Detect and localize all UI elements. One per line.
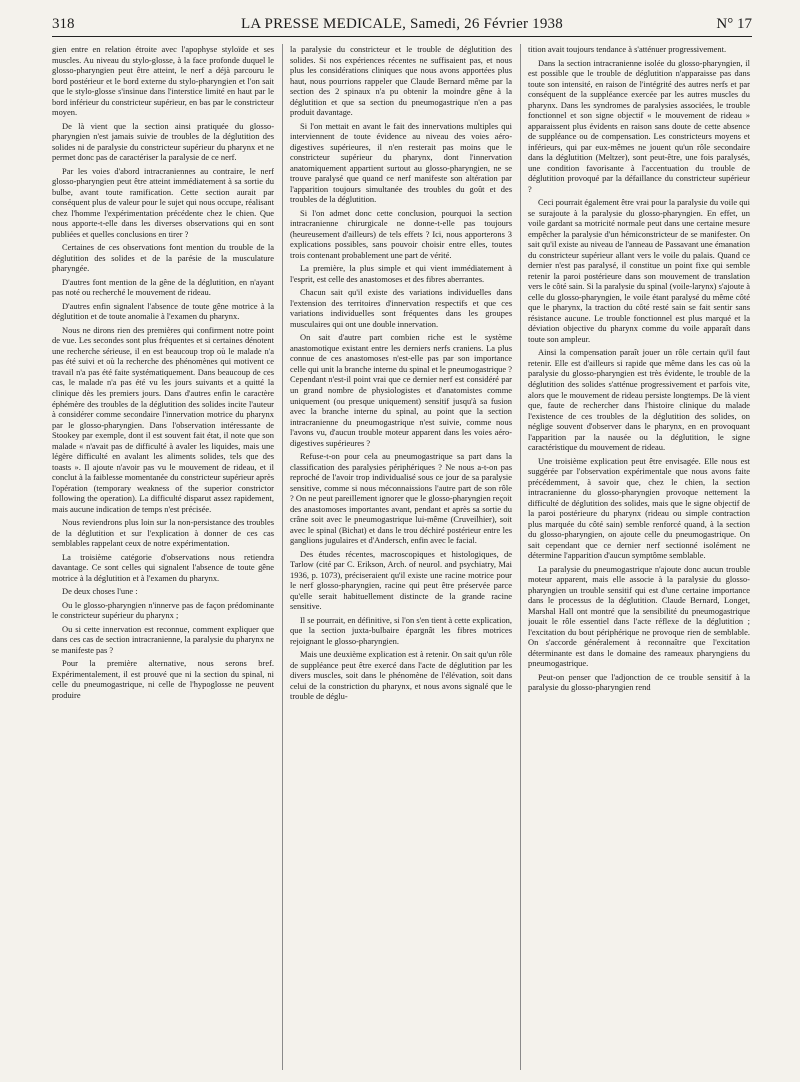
paragraph: Nous reviendrons plus loin sur la non-persistance des troubles de la déglutition et sur l'explication à donner de ces cas semblables rappelant ceux de notre expérimentation. — [52, 517, 274, 549]
paragraph: gien entre en relation étroite avec l'apophyse styloïde et ses muscles. Au niveau du stylo-glosse, à la face profonde duquel le glosso-pharyngien peut être atteint, le nerf a déjà parcouru le bord postérieur et le bord externe du stylo-pharyngien et l'on sait que le stylo-glosse s'insinue dans l'interstice limité en haut par le bord inférieur du constricteur supérieur, en bas par le constricteur moyen. — [52, 44, 274, 118]
paragraph: Mais une deuxième explication est à retenir. On sait qu'un rôle de suppléance peut être exercé dans l'acte de déglutition par les divers muscles, soit dans le phénomène de l'élévation, soit dans celui de la constriction du pharynx, et nous avons signalé que le trouble de déglu- — [290, 649, 512, 702]
text-column-3 — [528, 44, 750, 1074]
paragraph: Si l'on mettait en avant le fait des innervations multiples qui interviennent de toute évidence au niveau des voies aéro-digestives supérieures, il n'en resterait pas moins que le constricteur supérieur du pharynx, dont l'innervation anatomiquement appartient surtout au glosso-pharyngien, ne se trouve paralysé que quand ce nerf manifeste son altération par l'apparition toujours simultanée des troubles du goût et des troubles de la déglutition. — [290, 120, 512, 205]
running-header — [52, 14, 752, 37]
paragraph: On sait d'autre part combien riche est le système anastomotique existant entre les derniers nerfs craniens. La plus connue de ces anastomoses n'est-elle pas par son importance celle qui unit la branche interne du spinal et le pneumogastrique ? Cependant n'est-il point vrai que ce dernier nerf est considéré par un grand nombre de physiologistes et d'anatomistes comme uniquement (ou presque uniquement) sensitif jusqu'à sa fusion avec la branche interne du spinal, au point que la section intracranienne du pneumogastrique n'est suivie, comme nous l'avons vu, d'aucun trouble moteur apparent dans les voies aéro-digestives supérieures ? — [290, 332, 512, 448]
paragraph: Certaines de ces observations font mention du trouble de la déglutition des solides et de la parésie de la musculature pharyngée. — [52, 242, 274, 274]
paragraph: Par les voies d'abord intracraniennes au contraire, le nerf glosso-pharyngien peut être atteint immédiatement à sa sortie du bulbe, avant toute ramification. Cette section aurait par conséquent plus de valeur pour le sujet qui nous occupe, réalisant chez l'homme l'expérimentation précédente chez le chien. Que nous apporte-t-elle dans les diverses observations qui en sont publiées et quelles conclusions en tirer ? — [52, 165, 274, 239]
paragraph: Il se pourrait, en définitive, si l'on s'en tient à cette explication, que la section juxta-bulbaire épargnât les fibres motrices rejoignant le glosso-pharyngien. — [290, 614, 512, 646]
text-column-2 — [290, 44, 512, 1074]
text-column-1 — [52, 44, 274, 1074]
paragraph: Ainsi la compensation paraît jouer un rôle certain qu'il faut retenir. Elle est d'ailleurs si rapide que même dans les cas où la paralysie du glosso-pharyngien est très évidente, le trouble de la déglutition des solides s'atténue progressivement et parfois vite, alors que le mouvement de rideau persiste longtemps. De là vient que, faute de rechercher dans l'histoire clinique du malade l'existence de ces troubles de la déglutition des solides, on néglige souvent d'observer dans le pharynx, en en provoquant l'apparition par la nausée ou la déglutition, le signe caractéristique du mouvement de rideau. — [528, 347, 750, 453]
issue-number: N° 17 — [716, 16, 752, 32]
paragraph: la paralysie du constricteur et le trouble de déglutition des solides. Si nos expériences récentes ne suffisaient pas, et nous plus les considérations cliniques que nous avons apportées plus haut, nous pourrions rappeler que Claude Bernard même par la section des 2 spinaux n'a pu obtenir la moindre gêne à la déglutition et que sa section du pneumogastrique n'en a pas produit davantage. — [290, 44, 512, 118]
paragraph: Une troisième explication peut être envisagée. Elle nous est suggérée par l'observation expérimentale que nous avons faite précédemment, à savoir que, chez le chien, la section intracranienne du glosso-pharyngien provoque nettement la difficulté de déglutition des solides, mais que le signe objectif de la paroi postérieure du pharynx (rideau ou simple contraction plus marquée du côté sain) semble renforcé quand, à la section du glosso-pharyngien, on ajoute celle du pneumogastrique. On sait cependant que ce dernier nerf sectionné isolément ne détermine l'apparition d'aucun symptôme semblable. — [528, 455, 750, 561]
column-divider — [520, 44, 521, 1070]
paragraph: Chacun sait qu'il existe des variations individuelles dans l'extension des territoires d'innervation respectifs et que ces variations individuelles sont fréquentes dans les groupes musculaires qui ont une double innervation. — [290, 287, 512, 329]
page-number: 318 — [52, 16, 75, 32]
journal-title: LA PRESSE MEDICALE, Samedi, 26 Février 1938 — [241, 16, 563, 32]
paragraph: Nous ne dirons rien des premières qui confirment notre point de vue. Les secondes sont plus fréquentes et si certaines dénotent une recherche sérieuse, il en est beaucoup trop où le malade n'a pas été suivi et où la recherche des phénomènes qui motivent ce travail n'a pas été faite systématiquement. Dans beaucoup de ces cas, le malade n'a pas été vu les jours suivants et a quitté la clinique dès les premiers jours. Dans d'autres enfin le caractère éphémère des troubles de la déglutition des solides incite l'auteur à considérer comme secondaire l'innervation motrice du pharynx par le glosso-pharyngien. Dans l'observation intéressante de Stookey par exemple, dont il est souvent fait état, il note que son malade « n'avait pas de difficulté à avaler les liquides, mais une légère difficulté en avalant les aliments solides, tels que des toasts ». Il ajoute n'avoir pas vu le mouvement de rideau, et il conclut à la faiblesse momentanée du constricteur supérieur après l'opération (temporary weakness of the superior constrictor following the operation). La difficulté disparut assez rapidement, mais aucune indication de temps n'est précisée. — [52, 324, 274, 514]
paragraph: De deux choses l'une : — [62, 586, 138, 597]
paragraph: D'autres enfin signalent l'absence de toute gêne motrice à la déglutition et de toute anomalie à l'examen du pharynx. — [52, 300, 274, 322]
paragraph: Si l'on admet donc cette conclusion, pourquoi la section intracranienne chirurgicale ne donne-t-elle pas toujours (heureusement d'ailleurs) de tels effets ? Ici, nous apporterons 3 explications possibles, sans pouvoir choisir entre elles, toutes trois contenant probablement une part de vérité. — [290, 207, 512, 260]
paragraph: Ou si cette innervation est reconnue, comment expliquer que dans ces cas de section intracranienne, la paralysie du pharynx ne se manifeste pas ? — [52, 623, 274, 655]
paragraph: Ou le glosso-pharyngien n'innerve pas de façon prédominante le constricteur supérieur du pharynx ; — [52, 599, 274, 621]
paragraph: Pour la première alternative, nous serons bref. Expérimentalement, il est prouvé que ni la section du spinal, ni celle du pneumogastrique, ni celle de l'hypoglosse ne peuvent produire — [52, 658, 274, 700]
column-divider — [282, 44, 283, 1070]
paragraph: Refuse-t-on pour cela au pneumogastrique sa part dans la classification des paralysies périphériques ? Ne nous a-t-on pas reproché de l'avoir trop individualisé sous ce jour de sa paralysie sensitive, comme si nous méconnaissions l'autre part de son rôle ? On ne peut pareillement ignorer que le glosso-pharyngien reçoit des anastomoses importantes avant, pendant et après sa sortie du crâne soit avec le pneumogastrique lui-même (Cruveilhier), soit avec le spinal (Bichat) et dans le trou déchiré postérieur entre les ganglions jugulaires et d'Andersch, enfin avec le facial. — [290, 451, 512, 546]
paragraph: La paralysie du pneumogastrique n'ajoute donc aucun trouble moteur apparent, mais elle associe à la paralysie du glosso-pharyngien un trouble sensitif qui est d'une certaine importance dans le processus de la déglutition. Claude Bernard, Longet, Marshal Hall ont montré que la sensibilité du pneumogastrique jouait le rôle essentiel dans l'acte réflexe de la déglutition ; l'excitation du bout périphérique ne provoque rien de semblable. On s'accorde généralement à reconnaître que l'excitation déterminante est dans le domaine des rameaux pharyngiens du pneumogastrique. — [528, 563, 750, 669]
paragraph: tition avait toujours tendance à s'atténuer progressivement. — [528, 44, 727, 54]
paragraph: La troisième catégorie d'observations nous retiendra davantage. Ce sont celles qui signalent l'absence de toute gêne motrice à la déglutition et à l'examen du pharynx. — [52, 551, 274, 583]
paragraph: De là vient que la section ainsi pratiquée du glosso-pharyngien n'est jamais suivie de troubles de la déglutition des solides ni de paralysie du constricteur supérieur du pharynx et ne permet donc pas de caractériser la paralysie de ce nerf. — [52, 120, 274, 163]
paragraph: Peut-on penser que l'adjonction de ce trouble sensitif à la paralysie du glosso-pharyngien rend — [528, 671, 750, 693]
paragraph: Des études récentes, macroscopiques et histologiques, de Tarlow (cité par C. Erikson, Arch. of neurol. and psychiatry, Mai 1936, p. 1073), préciseraient qu'il existe une racine motrice pour le nerf glosso-pharyngien, racine qui peut être préservée parce qu'elle serait habituellement distincte de la grande racine sensitive. — [290, 548, 512, 612]
paragraph: La première, la plus simple et qui vient immédiatement à l'esprit, est celle des anastomoses et des fibres aberrantes. — [290, 263, 512, 284]
paragraph: Ceci pourrait également être vrai pour la paralysie du voile qui se surajoute à la paralysie du glosso-pharyngien. En effet, un voile gardant sa motricité normale peut dans une certaine mesure empêcher la paralysie d'un hémiconstricteur de se manifester. On sait qu'il existe au niveau de l'anneau de Passavant une émanation du constricteur supérieur allant vers le voile du palais. Quand ce dernier n'est pas paralysé, il constitue un point fixe qui semble retenir la paroi postérieure dans son mouvement de translation vers le côté sain. Si la paralysie du spinal (voile-larynx) s'ajoute à celle du glosso-pharyngien, le voile étant paralysé du même côté que le pharynx, la traction du côté resté sain se fait sentir sans résistance aucune. Le trouble fonctionnel est plus marqué et la déviation objective du pharynx comme du voile apparaît dans toute son ampleur. — [528, 197, 750, 344]
paragraph: D'autres font mention de la gêne de la déglutition, en n'ayant pas noté ou recherché le mouvement de rideau. — [52, 276, 274, 298]
paragraph: Dans la section intracranienne isolée du glosso-pharyngien, il est possible que le trouble de déglutition n'apparaisse pas dans toute son intensité, en raison de l'intégrité des autres nerfs et par conséquent de la suppléance exercée par les autres muscles du pharynx. Dans les syndromes de paralysies associées, le trouble fonctionnel et son signe objectif « le mouvement de rideau » apparaissent plus évidents en raison sans doute de cette absence de suppléance ou de compensation. Les constricteurs moyens et inférieurs, qui par eux-mêmes ne jouent qu'un rôle secondaire dans la déglutition (Meltzer), sont peut-être, une fois paralysés, une condition favorisante à l'accentuation du trouble de déglutition provoqué par la défaillance du constricteur supérieur ? — [528, 57, 750, 194]
